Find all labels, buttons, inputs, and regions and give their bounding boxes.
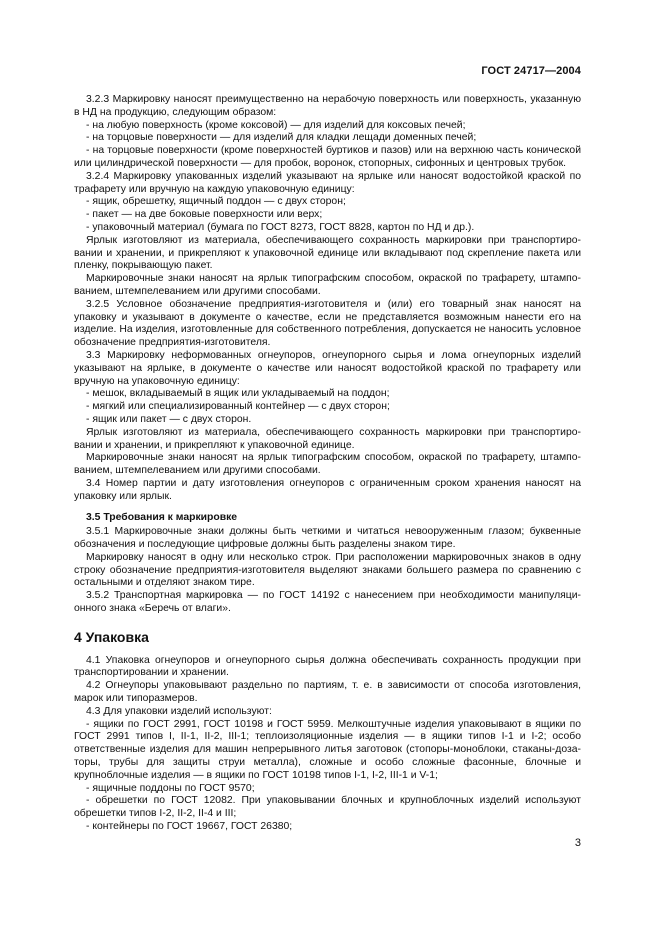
list-item: - ящик или пакет — с двух сторон. [86, 413, 252, 425]
list-item: - на торцовые поверхности (кроме поверхностей буртиков и пазов) или на верхнюю часть конической или цилиндрической поверхности — для пробок, воронок, стопорных, сифонных и центровых трубок. [74, 145, 581, 169]
list-item: - мягкий или специализированный контейнер — с двух сторон; [86, 401, 390, 413]
list-item: - ящики по ГОСТ 2991, ГОСТ 10198 и ГОСТ 5959. Мелкоштучные изделия упаковывают в ящики по ГОСТ 2991 типов I, II-1, II-2, III-1; теплоизоляционные изделия — в ящики типов I-1 и I-2; особо ответственные изделия для машин непрерывного литья заготовок (стопоры-моноблоки, стаканы-дозаторы, трубы для защиты струи металла), сложные и особо сложные фасонные, блочные и крупноблочные изделия — в ящики по ГОСТ 10198 типов I-1, I-2, III-1 и V-1; [74, 718, 581, 781]
page-number: 3 [574, 837, 581, 850]
list-item: - ящичные поддоны по ГОСТ 9570; [86, 782, 255, 794]
paragraph: Маркировочные знаки наносят на ярлык типографским способом, окраской по трафарету, штампованием, штемпелеванием или другими способами. [74, 452, 581, 477]
paragraph: 3.5.2 Транспортная маркировка — по ГОСТ 14192 с нанесением при необходимости манипуляционного знака «Беречь от влаги». [74, 590, 581, 615]
paragraph: 3.2.5 Условное обозначение предприятия-изготовителя и (или) его товарный знак наносят на упаковку и указывают в документе о качестве, если не представляется возможным нанести его на изделие. На изделия, изготовленные для собственного потребления, допускается не наносить условное обозначение предприятия-изготовителя. [74, 298, 581, 349]
paragraph: Ярлык изготовляют из материала, обеспечивающего сохранность маркировки при транспортировании и хранении, и прикрепляют к упаковочной единице. [74, 426, 581, 451]
paragraph: 3.5.1 Маркировочные знаки должны быть четкими и читаться невооруженным глазом; буквенные обозначения и последующие цифровые должны быть разделены знаком тире. [74, 526, 581, 551]
document-header: ГОСТ 24717—2004 [481, 65, 581, 77]
paragraph: Маркировку наносят в одну или несколько строк. При расположении маркировочных знаков в одну строку обозначение предприятия-изготовителя выделяют знаками большего размера по сравнению с остальными и отделяют знаком тире. [74, 551, 581, 589]
list-item: - на торцовые поверхности — для изделий для кладки лещади доменных печей; [86, 132, 477, 144]
list-item: - контейнеры по ГОСТ 19667, ГОСТ 26380; [86, 821, 293, 833]
paragraph: 4.2 Огнеупоры упаковывают раздельно по партиям, т. е. в зависимости от способа изготовления, марок или типоразмеров. [74, 680, 581, 705]
paragraph: Маркировочные знаки наносят на ярлык типографским способом, окраской по трафарету, штампованием, штемпелеванием или другими способами. [74, 273, 581, 297]
list-item: - пакет — на две боковые поверхности или верх; [86, 209, 323, 221]
paragraph: 3.3 Маркировку неформованных огнеупоров, огнеупорного сырья и лома огнеупорных изделий указывают на ярлыке, в документе о качестве или наносят водостойкой краской по трафарету или вручную на упаковочную единицу: [74, 349, 581, 387]
paragraph: 4.3 Для упаковки изделий используют: [86, 705, 272, 717]
paragraph: 3.2.4 Маркировку упакованных изделий указывают на ярлыке или наносят водостойкой краской по трафарету или вручную на каждую упаковочную единицу: [74, 170, 581, 195]
paragraph: 3.2.3 Маркировку наносят преимущественно на нерабочую поверхность или поверхность, указанную в НД на продукцию, следующим образом: [74, 94, 581, 118]
document-body [74, 94, 581, 834]
list-item: - ящик, обрешетку, ящичный поддон — с двух сторон; [86, 196, 346, 208]
list-item: - мешок, вкладываемый в ящик или укладываемый на поддон; [86, 388, 390, 400]
subsection-heading: 3.5 Требования к маркировке [86, 511, 238, 523]
paragraph: Ярлык изготовляют из материала, обеспечивающего сохранность маркировки при транспортировании и хранении, и прикрепляют к упаковочной единице или вкладывают под скрепление пакета или пленку, покрывающую пакет. [74, 234, 581, 272]
list-item: - упаковочный материал (бумага по ГОСТ 8273, ГОСТ 8828, картон по НД и др.). [86, 221, 475, 233]
section-heading: 4 Упаковка [74, 628, 149, 645]
paragraph: 4.1 Упаковка огнеупоров и огнеупорного сырья должна обеспечивать сохранность продукции при транспортировании и хранении. [74, 654, 581, 679]
paragraph: 3.4 Номер партии и дату изготовления огнеупоров с ограниченным сроком хранения наносят на упаковку или ярлык. [74, 477, 581, 502]
list-item: - на любую поверхность (кроме коксовой) — для изделий для коксовых печей; [86, 119, 466, 131]
list-item: - обрешетки по ГОСТ 12082. При упаковывании блочных и крупноблочных изделий используют обрешетки типов I-2, II-2, II-4 и III; [74, 795, 581, 820]
